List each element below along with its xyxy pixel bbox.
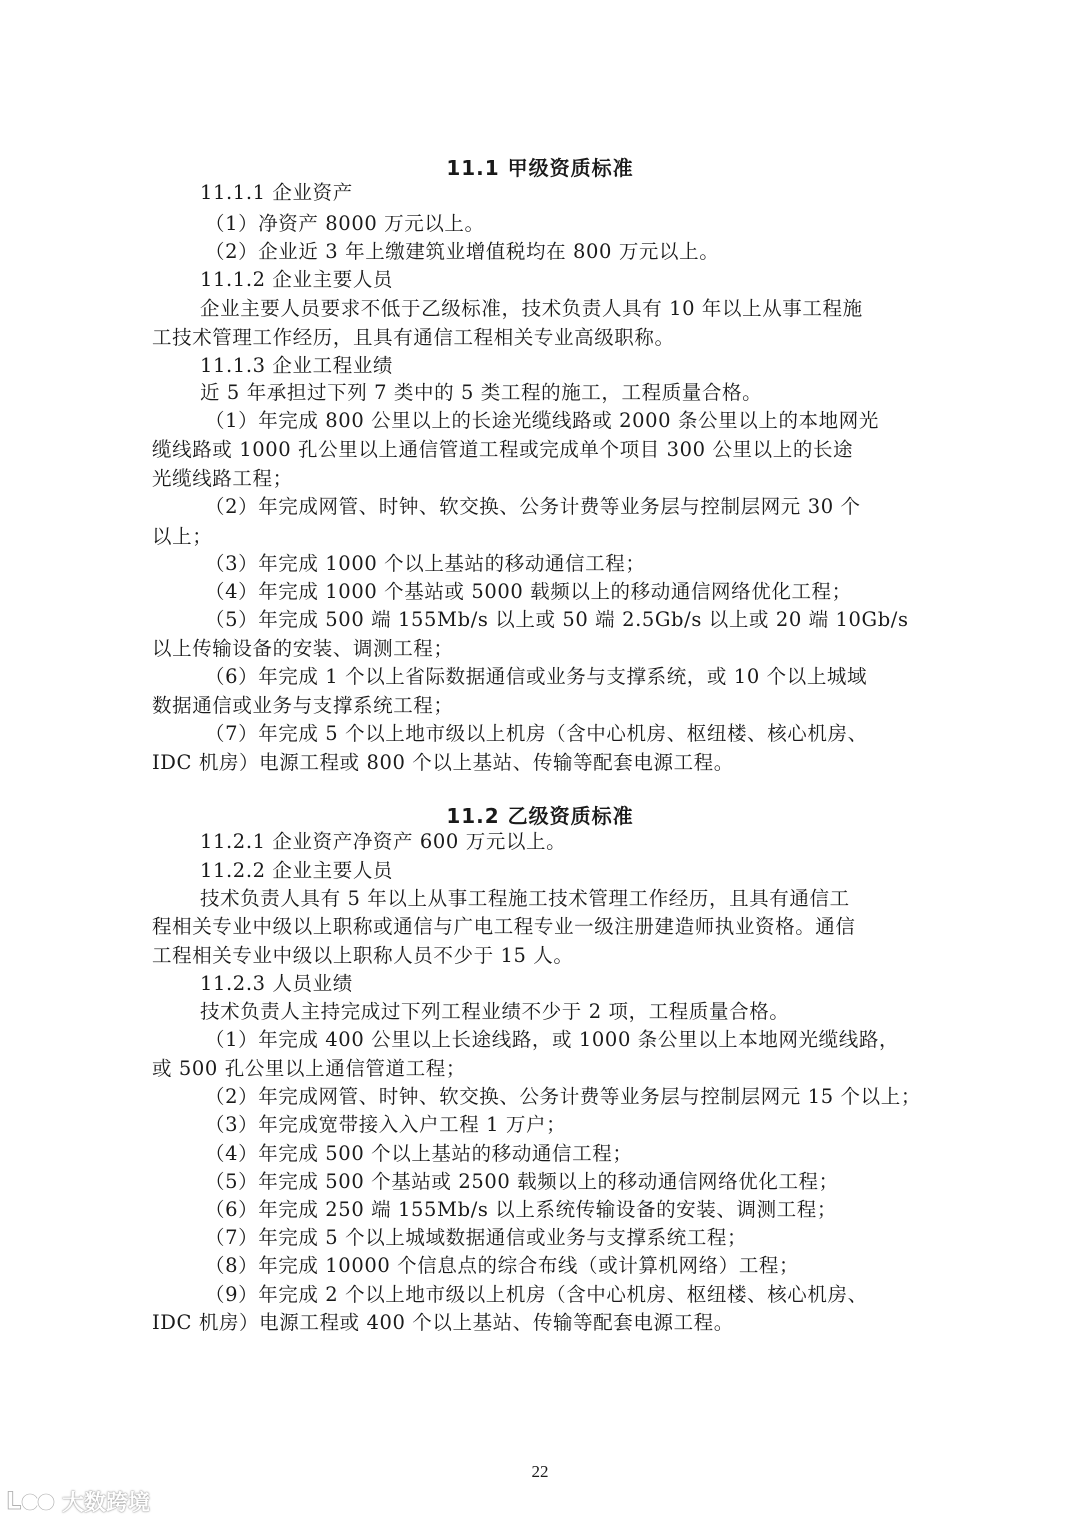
list-item: （1）净资产 8000 万元以上。 bbox=[205, 212, 485, 235]
list-item: （1）年完成 800 公里以上的长途光缆线路或 2000 条公里以上的本地网光 bbox=[205, 409, 879, 432]
list-item-continuation: IDC 机房）电源工程或 800 个以上基站、传输等配套电源工程。 bbox=[152, 751, 734, 774]
list-item: （5）年完成 500 个基站或 2500 载频以上的移动通信网络优化工程； bbox=[205, 1170, 839, 1193]
list-item: （3）年完成 1000 个以上基站的移动通信工程； bbox=[205, 552, 646, 575]
list-item-continuation: IDC 机房）电源工程或 400 个以上基站、传输等配套电源工程。 bbox=[152, 1311, 734, 1334]
list-item: （4）年完成 500 个以上基站的移动通信工程； bbox=[205, 1142, 633, 1165]
clause-11-1-2: 11.1.2 企业主要人员 bbox=[200, 268, 394, 291]
paragraph-line: 技术负责人具有 5 年以上从事工程施工技术管理工作经历，且具有通信工 bbox=[200, 887, 850, 910]
list-item-continuation: 光缆线路工程； bbox=[152, 467, 293, 490]
watermark bbox=[6, 1481, 150, 1521]
list-item: （4）年完成 1000 个基站或 5000 载频以上的移动通信网络优化工程； bbox=[205, 580, 852, 603]
paragraph-line: 企业主要人员要求不低于乙级标准，技术负责人具有 10 年以上从事工程施 bbox=[200, 297, 863, 320]
list-item-continuation: 以上； bbox=[152, 525, 213, 548]
logo-icon bbox=[6, 1486, 56, 1516]
list-item-continuation: 或 500 孔公里以上通信管道工程； bbox=[152, 1057, 466, 1080]
list-item: （2）年完成网管、时钟、软交换、公务计费等业务层与控制层网元 15 个以上； bbox=[205, 1085, 921, 1108]
paragraph-line: 工技术管理工作经历，且具有通信工程相关专业高级职称。 bbox=[152, 326, 675, 349]
paragraph-line: 近 5 年承担过下列 7 类中的 5 类工程的施工，工程质量合格。 bbox=[200, 381, 763, 404]
clause-11-1-1: 11.1.1 企业资产 bbox=[200, 181, 353, 204]
list-item: （3）年完成宽带接入入户工程 1 万户； bbox=[205, 1113, 567, 1136]
clause-11-2-1: 11.2.1 企业资产净资产 600 万元以上。 bbox=[200, 830, 567, 853]
list-item: （8）年完成 10000 个信息点的综合布线（或计算机网络）工程； bbox=[205, 1254, 800, 1277]
section-heading-11-1: 11.1 甲级资质标准 bbox=[446, 156, 634, 180]
list-item: （6）年完成 1 个以上省际数据通信或业务与支撑系统，或 10 个以上城域 bbox=[205, 665, 868, 688]
clause-11-1-3: 11.1.3 企业工程业绩 bbox=[200, 354, 394, 377]
list-item-continuation: 数据通信或业务与支撑系统工程； bbox=[152, 694, 454, 717]
page-number: 22 bbox=[531, 1462, 549, 1481]
list-item: （2）年完成网管、时钟、软交换、公务计费等业务层与控制层网元 30 个 bbox=[205, 495, 861, 518]
clause-11-2-2: 11.2.2 企业主要人员 bbox=[200, 859, 394, 882]
section-heading-11-2: 11.2 乙级资质标准 bbox=[446, 804, 634, 828]
clause-11-2-3: 11.2.3 人员业绩 bbox=[200, 972, 353, 995]
paragraph-line: 技术负责人主持完成过下列工程业绩不少于 2 项，工程质量合格。 bbox=[200, 1000, 790, 1023]
list-item: （9）年完成 2 个以上地市级以上机房（含中心机房、枢纽楼、核心机房、 bbox=[205, 1283, 868, 1306]
paragraph-line: 工程相关专业中级以上职称人员不少于 15 人。 bbox=[152, 944, 574, 967]
list-item: （7）年完成 5 个以上城域数据通信或业务与支撑系统工程； bbox=[205, 1226, 748, 1249]
list-item: （7）年完成 5 个以上地市级以上机房（含中心机房、枢纽楼、核心机房、 bbox=[205, 722, 868, 745]
list-item-continuation: 以上传输设备的安装、调测工程； bbox=[152, 637, 454, 660]
list-item: （1）年完成 400 公里以上长途线路，或 1000 条公里以上本地网光缆线路， bbox=[205, 1028, 900, 1051]
list-item-continuation: 缆线路或 1000 孔公里以上通信管道工程或完成单个项目 300 公里以上的长途 bbox=[152, 438, 854, 461]
list-item: （6）年完成 250 端 155Mb/s 以上系统传输设备的安装、调测工程； bbox=[205, 1198, 837, 1221]
watermark-text: 大数跨境 bbox=[62, 1490, 151, 1516]
svg-text:L: L bbox=[6, 1487, 22, 1515]
paragraph-line: 程相关专业中级以上职称或通信与广电工程专业一级注册建造师执业资格。通信 bbox=[152, 915, 856, 938]
list-item: （5）年完成 500 端 155Mb/s 以上或 50 端 2.5Gb/s 以上或 20 端 10Gb/s bbox=[205, 608, 909, 631]
list-item: （2）企业近 3 年上缴建筑业增值税均在 800 万元以上。 bbox=[205, 240, 720, 263]
